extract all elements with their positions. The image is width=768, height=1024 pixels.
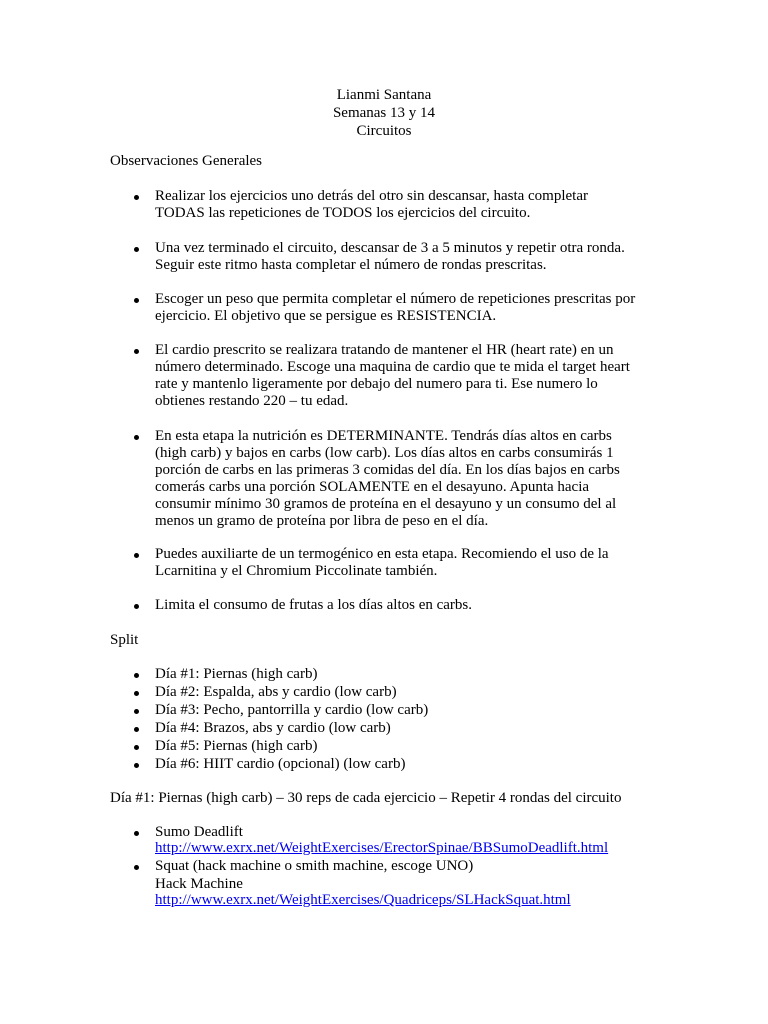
exercise-hack-squat-link-row: [155, 892, 571, 909]
general-item-4: El cardio prescrito se realizara tratando de mantener el HR (heart rate) en un número determinado. Escoge una maquina de cardio que te mida el target heart rate y mantenlo ligeramente por debajo del numero para ti. Ese numero lo obtienes restando 220 – tu edad.: [155, 342, 675, 410]
weeks-title: Semanas 13 y 14: [332, 105, 436, 121]
exercise-sumo-deadlift: Sumo Deadlift: [155, 824, 243, 840]
exercise-hack-machine: Hack Machine: [155, 876, 243, 892]
split-item-day3: Día #3: Pecho, pantorrilla y cardio (low carb): [155, 702, 429, 718]
split-heading: Split: [110, 632, 139, 648]
general-observations-heading: Observaciones Generales: [110, 153, 263, 169]
split-item-day5: Día #5: Piernas (high carb): [155, 738, 318, 754]
program-type: Circuitos: [356, 123, 412, 139]
day1-heading: Día #1: Piernas (high carb) – 30 reps de cada ejercicio – Repetir 4 rondas del circuito: [110, 790, 622, 806]
sumo-deadlift-link[interactable]: http://www.exrx.net/WeightExercises/ErectorSpinae/BBSumoDeadlift.html: [155, 840, 609, 856]
split-item-day1: Día #1: Piernas (high carb): [155, 666, 318, 682]
general-item-1: Realizar los ejercicios uno detrás del otro sin descansar, hasta completar TODAS las repeticiones de TODOS los ejercicios del circuito.: [155, 188, 675, 222]
document-header: [0, 86, 768, 140]
general-item-3: Escoger un peso que permita completar el número de repeticiones prescritas por ejercicio. El objetivo que se persigue es RESISTENCIA.: [155, 291, 675, 325]
split-item-day2: Día #2: Espalda, abs y cardio (low carb): [155, 684, 397, 700]
hack-squat-link[interactable]: http://www.exrx.net/WeightExercises/Quadriceps/SLHackSquat.html: [155, 892, 571, 908]
general-item-7: Limita el consumo de frutas a los días altos en carbs.: [155, 597, 675, 614]
split-item-day4: Día #4: Brazos, abs y cardio (low carb): [155, 720, 391, 736]
author-name: Lianmi Santana: [336, 87, 432, 103]
split-item-day6: Día #6: HIIT cardio (opcional) (low carb): [155, 756, 406, 772]
general-item-6: Puedes auxiliarte de un termogénico en esta etapa. Recomiendo el uso de la Lcarnitina y el Chromium Piccolinate también.: [155, 546, 675, 580]
general-item-5: En esta etapa la nutrición es DETERMINANTE. Tendrás días altos en carbs (high carb) y bajos en carbs (low carb). Los días altos en carbs consumirás 1 porción de carbs en las primeras 3 comidas del día. En los días bajos en carbs comerás carbs una porción SOLAMENTE en el desayuno. Apunta hacia consumir mínimo 30 gramos de proteína en el desayuno y un consumo del al menos un gramo de proteína por libra de peso en el día.: [155, 428, 675, 530]
general-item-2: Una vez terminado el circuito, descansar de 3 a 5 minutos y repetir otra ronda. Seguir este ritmo hasta completar el número de rondas prescritas.: [155, 240, 675, 274]
exercise-sumo-deadlift-link-row: [155, 840, 608, 857]
exercise-squat: Squat (hack machine o smith machine, escoge UNO): [155, 858, 474, 874]
